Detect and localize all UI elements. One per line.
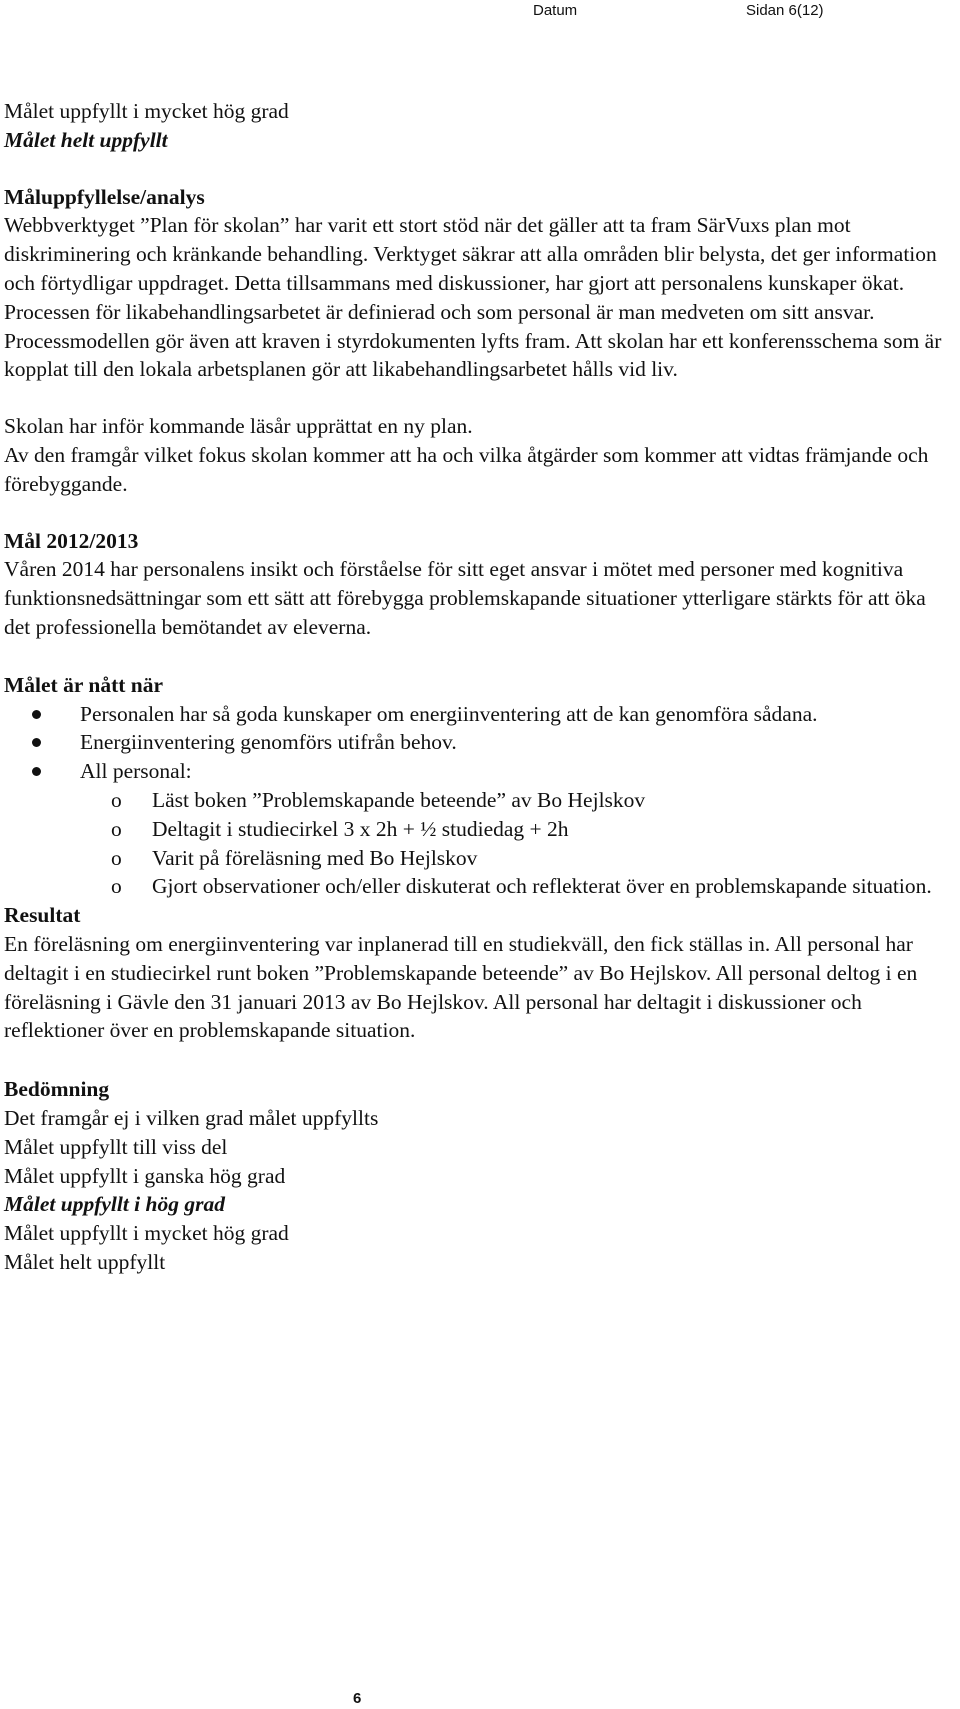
assessment-option: Målet uppfyllt i mycket hög grad [4,1221,289,1246]
section-heading-analys: Måluppfyllelse/analys [4,184,205,209]
scale-item: Målet uppfyllt i mycket hög grad [4,99,289,123]
list-item: Personalen har så goda kunskaper om energiinventering att de kan genomföra sådana. [4,700,949,729]
sub-list-item: o Gjort observationer och/eller diskuterat och reflekterat över en problemskapande situation. [4,872,949,901]
sub-list-item: o Varit på föreläsning med Bo Hejlskov [4,844,949,873]
assessment-option-selected: Målet uppfyllt i hög grad [4,1192,225,1217]
header-date: Datum [533,2,578,19]
assessment-option: Målet helt uppfyllt [4,1249,166,1274]
scale-item-selected: Målet helt uppfyllt [4,127,168,152]
sub-list-item: o Läst boken ”Problemskapande beteende” av Bo Hejlskov [4,786,949,815]
document-body [4,97,949,1277]
section-heading-bedomning: Bedömning [4,1077,110,1102]
section-heading-resultat: Resultat [4,903,81,928]
analys-paragraph: Webbverktyget ”Plan för skolan” har varit ett stort stöd när det gäller att ta fram SärVuxs plan mot diskriminering och kränkande behandling. Verktyget säkrar att alla områden blir belysta, det ger information och förtydligar uppdraget. Detta tillsammans med diskussioner, har gjort att personalens kunskaper ökat. Processen för likabehandlingsarbetet är definierad och som personal är man medveten om sitt ansvar. Processmodellen gör även att kraven i styrdokumenten lyfts fram. Att skolan har ett konferensschema som är kopplat till den lokala arbetsplanen gör att likabehandlingsarbetet hålls vid liv. [4,213,942,382]
sub-list [80,786,949,901]
criteria-list [4,700,949,902]
analys-plan-line: Skolan har inför kommande läsår upprättat en ny plan. [4,414,473,439]
sub-list-item: o Deltagit i studiecirkel 3 x 2h + ½ studiedag + 2h [4,815,949,844]
resultat-paragraph: En föreläsning om energiinventering var inplanerad till en studiekväll, den fick ställas in. All personal har deltagit i en studiecirkel runt boken ”Problemskapande beteende” av Bo Hejlskov. All personal deltog i en föreläsning i Gävle den 31 januari 2013 av Bo Hejlskov. All personal har deltagit i diskussioner och reflektioner över en problemskapande situation. [4,931,918,1043]
assessment-option: Det framgår ej i vilken grad målet uppfyllts [4,1105,379,1130]
analys-focus-paragraph: Av den framgår vilket fokus skolan kommer att ha och vilka åtgärder som kommer att vidtas främjande och förebyggande. [4,442,929,496]
list-item [4,757,949,901]
section-heading-mal: Mål 2012/2013 [4,528,139,553]
assessment-option: Målet uppfyllt i ganska hög grad [4,1163,286,1188]
mal-paragraph: Våren 2014 har personalens insikt och förståelse för sitt eget ansvar i mötet med personer med kognitiva funktionsnedsättningar som ett sätt att förebygga problemskapande situationer ytterligare stärkts för att öka det professionella bemötandet av eleverna. [4,557,926,639]
header-page-count: Sidan 6(12) [746,2,824,19]
page-header [0,2,960,22]
assessment-option: Målet uppfyllt till viss del [4,1134,228,1159]
list-item: Energiinventering genomförs utifrån behov. [4,728,949,757]
list-item-label: All personal: [80,759,192,784]
section-heading-natt: Målet är nått när [4,672,164,697]
page-number: 6 [353,1690,362,1707]
